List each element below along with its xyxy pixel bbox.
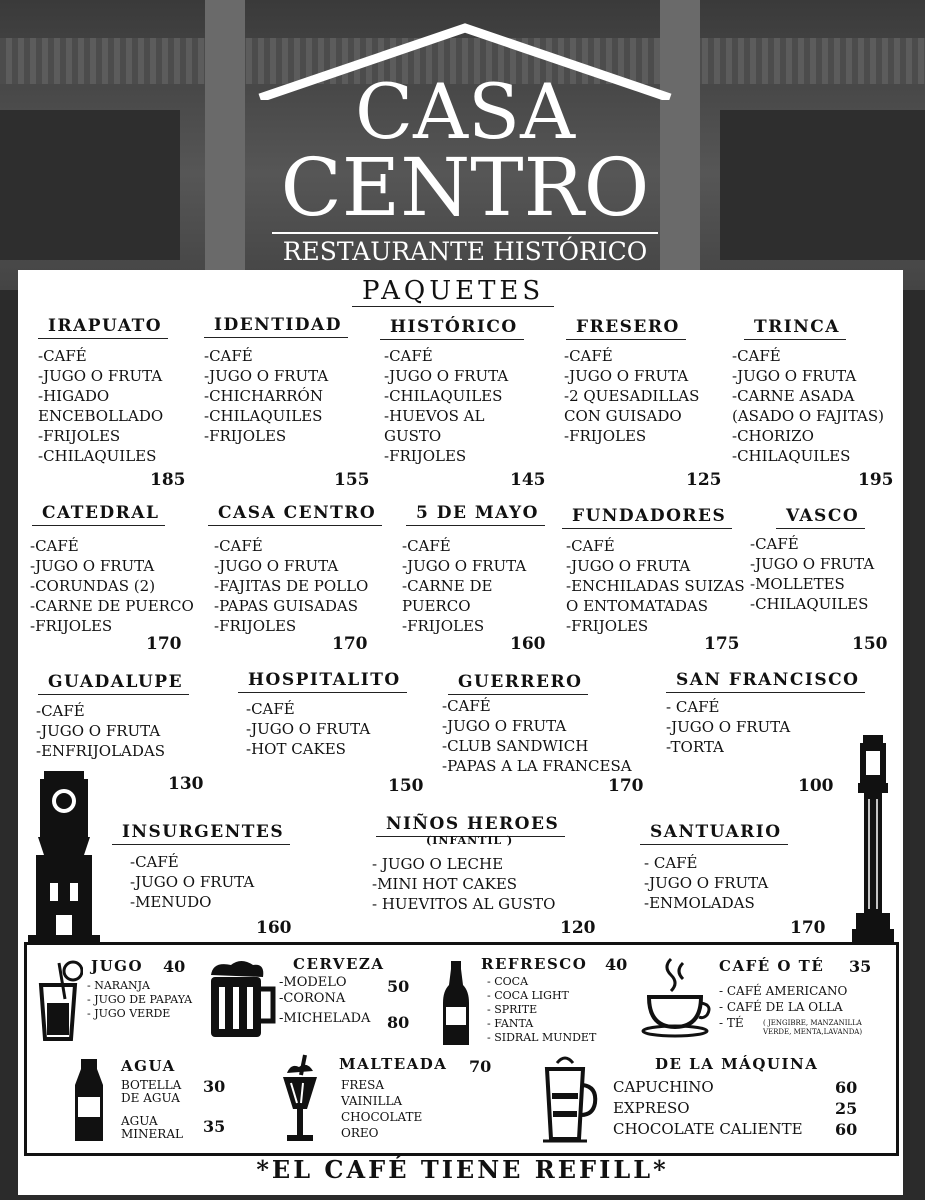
refill-footer: *EL CAFÉ TIENE REFILL* [256,1155,669,1184]
drinks-box [24,942,899,1156]
maquina-items [613,1077,803,1140]
package-item: -ENFRIJOLADAS [36,742,166,760]
maquina-price: 60 [835,1078,858,1097]
package-items [246,699,370,759]
package-item: -JUGO O FRUTA [566,557,691,575]
section-title: PAQUETES [352,276,554,307]
package-price: 145 [510,470,546,490]
maquina-item: CAPUCHINO [613,1078,714,1096]
agua-item-line: MINERAL [121,1127,183,1141]
package-price: 160 [510,634,546,654]
package-item: -JUGO O FRUTA [246,720,371,738]
package-item: -CAFÉ [246,700,295,718]
package-price: 175 [704,634,740,654]
package-item: - CAFÉ [644,854,698,872]
agua-price-2: 35 [203,1117,226,1136]
package-item: -FRIJOLES [566,617,649,635]
package-items [402,536,526,636]
package-item: -FRIJOLES [38,427,121,445]
latte-glass-icon [535,1053,601,1145]
package-item: PUERCO [402,597,471,615]
refresco-price: 40 [605,955,628,974]
jugo-item: - JUGO DE PAPAYA [87,993,193,1006]
package-item: -CHICHARRÓN [204,387,323,405]
agua-price-1: 30 [203,1077,226,1096]
restaurant-logo [240,20,690,270]
malteada-items [341,1077,422,1141]
te-note [763,1019,862,1037]
package-items [214,536,368,636]
cafe-te-item: - TÉ [719,1016,744,1030]
package-item: -CHILAQUILES [750,595,869,613]
package-item: -PAPAS A LA FRANCESA [442,757,632,775]
cerveza-items [279,975,370,1027]
package-item: -FRIJOLES [402,617,485,635]
package-item: -CAFÉ [214,537,263,555]
agua-item-line: DE AGUA [121,1091,180,1105]
cafe-te-title: CAFÉ O TÉ [719,957,825,975]
malteada-item: FRESA [341,1078,385,1092]
package-title: CASA CENTRO [208,503,382,526]
package-item: -CAFÉ [442,697,491,715]
package-item: -JUGO O FRUTA [36,722,161,740]
package-item: -CAFÉ [36,702,85,720]
package-item: -ENCHILADAS SUIZAS [566,577,745,595]
package-title: IRAPUATO [38,316,168,339]
jugo-item: - NARANJA [87,979,150,992]
package-title: TRINCA [744,317,846,340]
package-price: 150 [388,776,424,796]
package-item: -CAFÉ [402,537,451,555]
agua-item-line: AGUA [121,1114,158,1128]
malteada-title: MALTEADA [339,1055,448,1073]
package-price: 150 [852,634,888,654]
package-item: -JUGO O FRUTA [130,873,255,891]
package-item: -CAFÉ [732,347,781,365]
package-item: -CAFÉ [130,853,179,871]
jugo-title: JUGO [91,957,144,975]
package-item: -JUGO O FRUTA [384,367,509,385]
package-item: -CARNE DE [402,577,493,595]
soda-bottle-icon [441,959,471,1049]
cerveza-item: -CORONA [279,991,346,1006]
package-price: 100 [798,776,834,796]
package-items [38,346,163,466]
malteada-item: CHOCOLATE [341,1110,423,1124]
agua-item-line: BOTELLA [121,1078,182,1092]
package-items [204,346,328,446]
package-item: -JUGO O FRUTA [442,717,567,735]
package-items [666,697,790,757]
package-title: GUERRERO [448,672,588,695]
package-item: -JUGO O FRUTA [204,367,329,385]
package-item: -CHILAQUILES [732,447,851,465]
package-item: -FRIJOLES [384,447,467,465]
package-item: GUSTO [384,427,442,445]
jugo-item: - JUGO VERDE [87,1007,171,1020]
clock-tower-icon [28,765,100,945]
package-item: -JUGO O FRUTA [564,367,689,385]
malteada-item: OREO [341,1126,379,1140]
logo-tagline: RESTAURANTE HISTÓRICO [282,237,648,266]
package-price: 130 [168,774,204,794]
package-item: -CORUNDAS (2) [30,577,156,595]
package-item: CON GUISADO [564,407,682,425]
package-item: -JUGO O FRUTA [750,555,875,573]
refresco-title: REFRESCO [481,955,588,973]
logo-divider [272,232,658,234]
package-price: 155 [334,470,370,490]
package-item: -TORTA [666,738,724,756]
package-item: -FRIJOLES [30,617,113,635]
package-item: -HIGADO [38,387,110,405]
package-item: -CLUB SANDWICH [442,737,589,755]
package-item: -ENMOLADAS [644,894,755,912]
package-price: 170 [608,776,644,796]
te-note-line: VERDE, MENTA,LAVANDA) [763,1028,863,1036]
agua-title: AGUA [121,1057,176,1075]
package-title: FRESERO [566,317,686,340]
package-title: FUNDADORES [562,506,732,529]
package-item: -JUGO O FRUTA [666,718,791,736]
malteada-item: VAINILLA [341,1094,403,1108]
cafe-te-item: - CAFÉ AMERICANO [719,984,848,998]
package-item: -HUEVOS AL [384,407,485,425]
package-title: 5 DE MAYO [406,503,545,526]
package-item: (ASADO O FAJITAS) [732,407,884,425]
building-wall [720,110,925,260]
cafe-te-item: - CAFÉ DE LA OLLA [719,1000,843,1014]
package-item: -CHILAQUILES [38,447,157,465]
beer-mug-icon [203,959,277,1041]
cerveza-item: -MODELO [279,975,347,990]
package-items [442,696,632,776]
package-subtitle: (INFANTIL ) [426,834,514,847]
package-items [732,346,884,466]
package-item: -HOT CAKES [246,740,346,758]
package-price: 170 [332,634,368,654]
te-note-line: ( JENGIBRE, MANZANILLA [763,1019,862,1027]
package-items [644,853,768,913]
package-item: -JUGO O FRUTA [38,367,163,385]
package-price: 195 [858,470,894,490]
package-item: -FAJITAS DE POLLO [214,577,369,595]
package-price: 120 [560,918,596,938]
package-item: -JUGO O FRUTA [30,557,155,575]
package-item: -FRIJOLES [204,427,287,445]
refresco-item: - FANTA [487,1017,534,1030]
package-item: -PAPAS GUISADAS [214,597,359,615]
package-price: 125 [686,470,722,490]
package-items [30,536,194,636]
juice-glass-icon [35,959,83,1045]
package-item: -CHORIZO [732,427,814,445]
package-price: 160 [256,918,292,938]
maquina-price: 60 [835,1120,858,1139]
refresco-item: - COCA [487,975,529,988]
refresco-items [487,975,596,1045]
package-item: -CAFÉ [384,347,433,365]
package-item: O ENTOMATADAS [566,597,708,615]
package-price: 185 [150,470,186,490]
package-item: -FRIJOLES [214,617,297,635]
package-items [564,346,699,446]
maquina-title: DE LA MÁQUINA [655,1055,819,1073]
package-title: SAN FRANCISCO [666,670,865,693]
milkshake-icon [277,1053,323,1147]
package-item: - HUEVITOS AL GUSTO [372,895,556,913]
package-items [130,852,254,912]
jugo-items [87,979,192,1021]
package-item: - JUGO O LECHE [372,855,504,873]
package-item: -MENUDO [130,893,212,911]
column [205,0,245,270]
cerveza-price-2: 80 [387,1013,410,1032]
building-wall [0,110,180,260]
package-item: -JUGO O FRUTA [402,557,527,575]
package-item: -CARNE ASADA [732,387,855,405]
cerveza-title: CERVEZA [293,955,385,973]
package-title: HOSPITALITO [238,670,407,693]
maquina-item: CHOCOLATE CALIENTE [613,1120,803,1138]
package-title: HISTÓRICO [380,317,524,340]
package-title: GUADALUPE [38,672,189,695]
package-item: -CHILAQUILES [384,387,503,405]
package-item: -CHILAQUILES [204,407,323,425]
package-item: -CAFÉ [566,537,615,555]
agua-item [121,1115,183,1141]
package-item: -2 QUESADILLAS [564,387,700,405]
refresco-item: - SPRITE [487,1003,538,1016]
package-title: VASCO [776,506,865,529]
cafe-te-price: 35 [849,957,872,976]
package-item: -CAFÉ [30,537,79,555]
maquina-item: EXPRESO [613,1099,690,1117]
package-items [372,854,555,914]
package-item: -JUGO O FRUTA [214,557,339,575]
water-bottle-icon [69,1057,109,1143]
maquina-price: 25 [835,1099,858,1118]
package-title: CATEDRAL [32,503,165,526]
coffee-cup-icon [641,957,717,1041]
logo-name-line1: CASA [355,67,575,156]
package-title: SANTUARIO [640,822,788,845]
package-item: - CAFÉ [666,698,720,716]
package-item: -CAFÉ [204,347,253,365]
package-item: -CAFÉ [750,535,799,553]
package-item: -FRIJOLES [564,427,647,445]
package-item: ENCEBOLLADO [38,407,164,425]
cerveza-price-1: 50 [387,977,410,996]
package-item: -JUGO O FRUTA [732,367,857,385]
malteada-price: 70 [469,1057,492,1076]
package-items [566,536,745,636]
package-item: -CARNE DE PUERCO [30,597,194,615]
package-item: -CAFÉ [564,347,613,365]
package-price: 170 [146,634,182,654]
refresco-item: - COCA LIGHT [487,989,569,1002]
jugo-price: 40 [163,957,186,976]
package-item: -CAFÉ [38,347,87,365]
refresco-item: - SIDRAL MUNDET [487,1031,597,1044]
agua-item [121,1079,181,1105]
lamp-post-icon [850,733,896,945]
package-title: IDENTIDAD [204,315,348,338]
package-item: -MOLLETES [750,575,845,593]
logo-name-line2: CENTRO [280,141,650,234]
package-price: 170 [790,918,826,938]
package-item: -JUGO O FRUTA [644,874,769,892]
cerveza-item: -MICHELADA [279,1011,371,1026]
package-title: NIÑOS HEROES [376,814,565,837]
package-items [36,701,165,761]
package-items [384,346,508,466]
maquina-prices [835,1077,857,1140]
package-item: -MINI HOT CAKES [372,875,518,893]
package-title: INSURGENTES [112,822,290,845]
package-items [750,534,874,614]
